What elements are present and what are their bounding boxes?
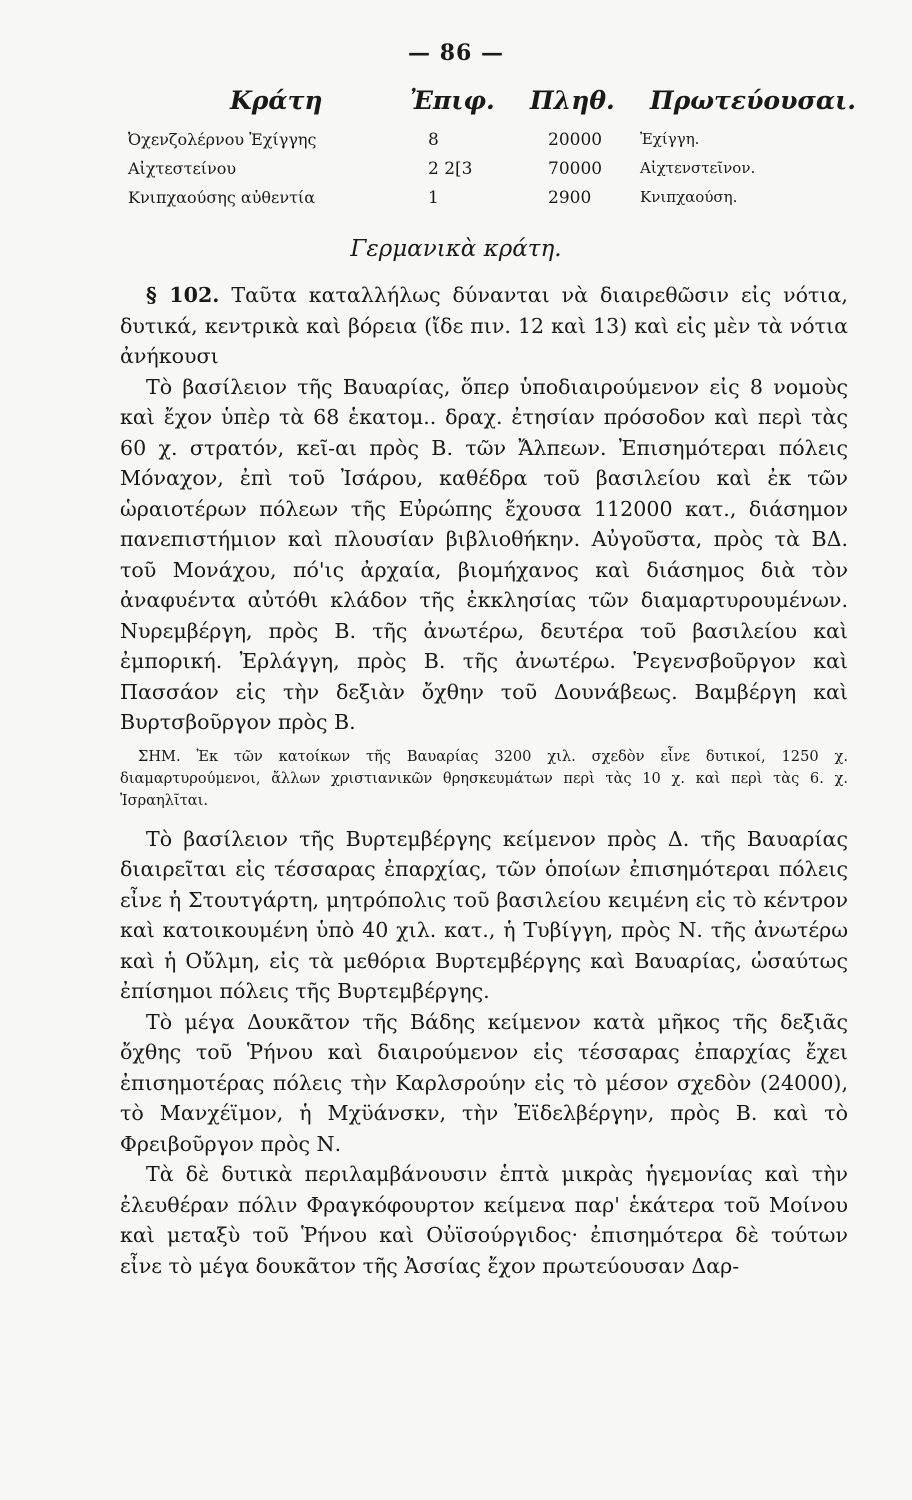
paragraph: Τὰ δὲ δυτικὰ περιλαμβάνουσιν ἑπτὰ μικρὰς ἡγεμονίας καὶ τὴν ἐλευθέραν πόλιν Φραγκόφουρτον κείμενα παρ' ἑκάτερα τοῦ Μοίνου καὶ μεταξὺ τοῦ Ῥήνου καὶ Οὐϊσούργιδος· ἐπισημότερα δὲ τούτων εἶνε τὸ μέγα δουκᾶτον τῆς Ἀσσίας ἔχον πρωτεύουσαν Δαρ-: [120, 1162, 848, 1278]
cell-state: Αἰχτεστείνου: [128, 159, 237, 178]
paragraph: [120, 280, 848, 372]
note: ΣΗΜ. Ἐκ τῶν κατοίκων τῆς Βαυαρίας 3200 χιλ. σχεδὸν εἶνε δυτικοί, 1250 χ. διαμαρτυρούμενοι, ἄλλων χριστιανικῶν θρησκευμάτων περὶ τὰς 10 χ. καὶ περὶ τὰς 6. χ. Ἰσραηλῖται.: [120, 747, 848, 809]
paragraph: Τὸ βασίλειον τῆς Βαυαρίας, ὅπερ ὑποδιαιρούμενον εἰς 8 νομοὺς καὶ ἔχον ὑπὲρ τὰ 68 ἑκατομ.. δραχ. ἐτησίαν πρόσοδον καὶ περὶ τὰς 60 χ. στρατόν, κεῖ-αι πρὸς Β. τῶν Ἄλπεων. Ἐπισημότεραι πόλεις Μόναχον, ἐπὶ τοῦ Ἰσάρου, καθέδρα τοῦ βασιλείου καὶ ἐκ τῶν ὡραιοτέρων πόλεων τῆς Εὐρώπης ἔχουσα 112000 κατ., διάσημον πανεπιστήμιον καὶ πλουσίαν βιβλιοθήκην. Αὐγοῦστα, πρὸς τὰ ΒΔ. τοῦ Μονάχου, πό'ις ἀρχαία, βιομήχανος καὶ διάσημος διὰ τὸν ἀναφυέντα αὐτόθι κλάδον τῆς ἐκκλησίας τῶν διαμαρτυρουμένων. Νυρεμβέργη, πρὸς Β. τῆς ἀνωτέρω, δευτέρα τοῦ βασιλείου καὶ ἐμπορική. Ἐρλάγγη, πρὸς Β. τῆς ἀνωτέρω. Ῥεγενσβοῦργον καὶ Πασσάον εἰς τὴν δεξιὰν ὄχθην τοῦ Δουνάβεως. Βαμβέργη καὶ Βυρτσβοῦργον πρὸς Β.: [120, 374, 848, 734]
states-table-header: [128, 86, 856, 126]
section-title: Γερμανικὰ κράτη.: [350, 236, 562, 262]
section-number: § 102.: [146, 283, 220, 307]
cell-state: Κνιπχαούσης αὐθεντία: [128, 188, 315, 207]
cell-area: 8: [428, 130, 439, 150]
table-row: [128, 155, 840, 184]
cell-area: 2 2[3: [428, 159, 473, 179]
header-capital: Πρωτεύουσαι.: [650, 86, 856, 115]
cell-area: 1: [428, 188, 439, 208]
cell-population: 2900: [548, 188, 592, 208]
cell-state: Ὀχενζολέρνου Ἐχίγγης: [128, 130, 317, 149]
page-number: — 86 —: [408, 40, 504, 66]
states-table: [128, 86, 856, 213]
table-row: [128, 184, 840, 213]
cell-population: 20000: [548, 130, 603, 150]
header-state: Κράτη: [230, 86, 323, 115]
header-area: Ἐπιφ.: [410, 86, 495, 115]
cell-capital: Ἐχίγγη.: [640, 130, 700, 148]
table-row: [128, 126, 840, 155]
paragraph: Τὸ μέγα Δουκᾶτον τῆς Βάδης κείμενον κατὰ μῆκος τῆς δεξιᾶς ὄχθης τοῦ Ῥήνου καὶ διαιρούμενον εἰς τέσσαρας ἐπαρχίας ἔχει ἐπισημοτέρας πόλεις τὴν Καρλσρούην εἰς τὸ μέσον σχεδὸν (24000), τὸ Μανχέϊμον, ἡ Μχϋάνσκν, τὴν Ἐϊδελβέργην, πρὸς Β. καὶ τὸ Φρειβοῦργον πρὸς Ν.: [120, 1009, 848, 1156]
cell-capital: Κνιπχαούση.: [640, 188, 738, 206]
paragraph-text: Ταῦτα καταλλήλως δύνανται νὰ διαιρεθῶσιν εἰς νότια, δυτικά, κεντρικὰ καὶ βόρεια (ἴδε πιν. 12 καὶ 13) καὶ εἰς μὲν τὰ νότια ἀνήκουσι: [120, 283, 848, 368]
body-text: [120, 280, 848, 1281]
cell-population: 70000: [548, 159, 603, 179]
header-population: Πληθ.: [530, 86, 615, 115]
paragraph: Τὸ βασίλειον τῆς Βυρτεμβέργης κείμενον πρὸς Δ. τῆς Βαυαρίας διαιρεῖται εἰς τέσσαρας ἐπαρχίας, τῶν ὁποίων ἐπισημότεραι πόλεις εἶνε ἡ Στουτγάρτη, μητρόπολις τοῦ βασιλείου κειμένη εἰς τὸ κέντρον καὶ κατοικουμένη ὑπὸ 40 χιλ. κατ., ἡ Τυβίγγη, πρὸς Ν. τῆς ἀνωτέρω καὶ ἡ Οὔλμη, εἰς τὰ μεθόρια Βυρτεμβέργης καὶ Βαυαρίας, ὡσαύτως ἐπίσημοι πόλεις τῆς Βυρτεμβέργης.: [120, 826, 848, 1003]
cell-capital: Αἰχτενστεῖνον.: [640, 159, 756, 177]
